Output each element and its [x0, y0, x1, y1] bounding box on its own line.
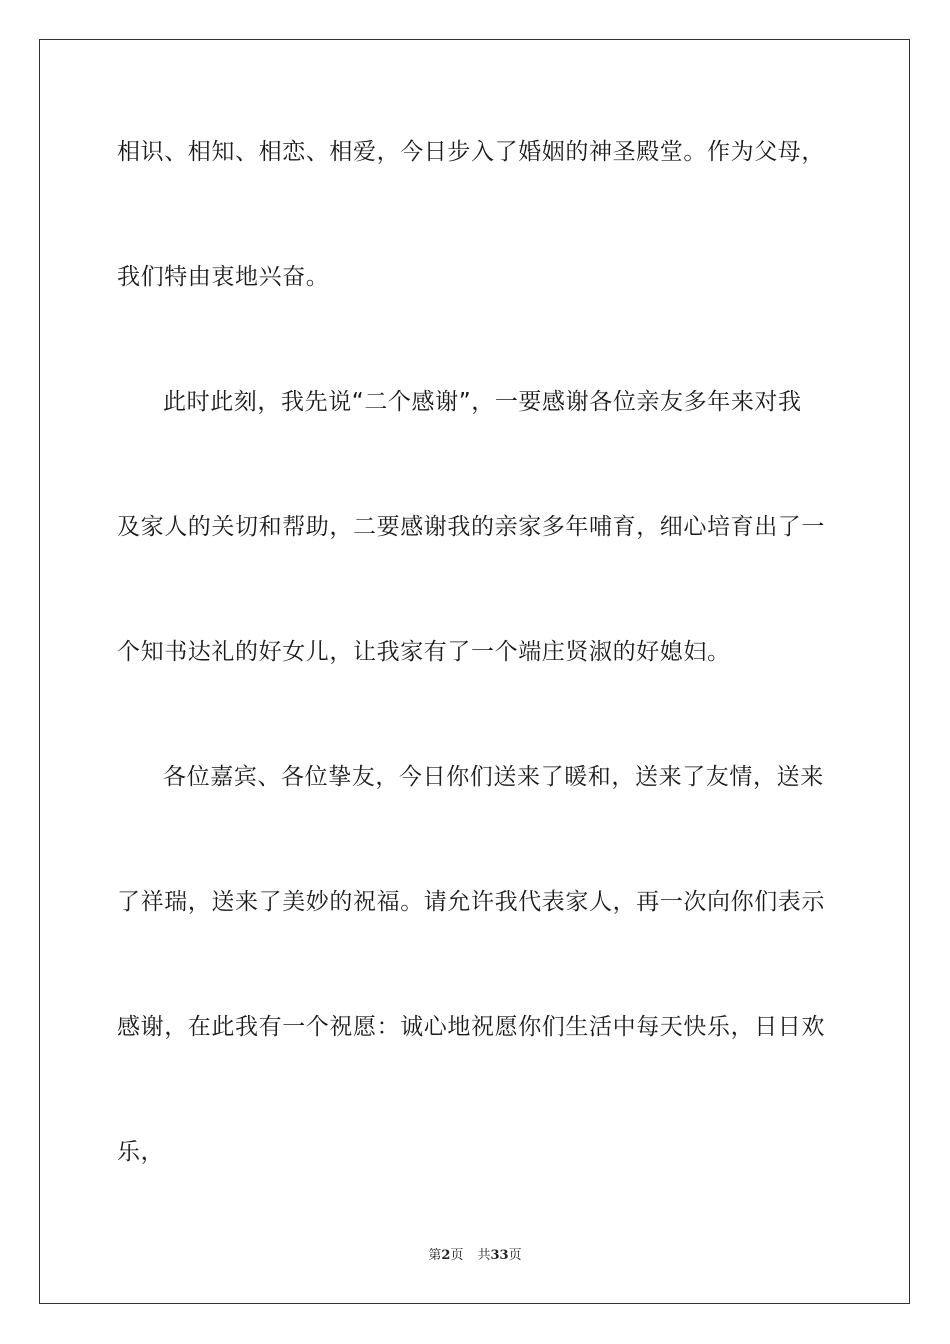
- page-footer: [0, 1247, 950, 1265]
- footer-page-prefix: 第: [428, 1248, 442, 1263]
- paragraph-line-1: 相识、相知、相恋、相爱，今日步入了婚姻的神圣殿堂。作为父母，: [117, 139, 825, 165]
- paragraph-line-2: 我们特由衷地兴奋。: [117, 264, 330, 290]
- paragraph-line-3: 此时此刻，我先说“二个感谢”，一要感谢各位亲友多年来对我: [163, 389, 802, 415]
- paragraph-line-6: 各位嘉宾、各位挚友，今日你们送来了暖和，送来了友情，送来: [163, 764, 824, 790]
- paragraph-line-7: 了祥瑞，送来了美妙的祝福。请允许我代表家人，再一次向你们表示: [117, 889, 825, 915]
- footer-total-pages: 33: [490, 1248, 509, 1263]
- footer-total-suffix: 页: [508, 1248, 522, 1263]
- footer-page-number: 2: [441, 1248, 451, 1263]
- paragraph-line-8: 感谢，在此我有一个祝愿：诚心地祝愿你们生活中每天快乐，日日欢: [117, 1014, 825, 1040]
- footer-total-prefix: 共: [477, 1248, 491, 1263]
- paragraph-line-5: 个知书达礼的好女儿，让我家有了一个端庄贤淑的好媳妇。: [117, 639, 731, 665]
- page-border: [39, 39, 910, 1304]
- paragraph-line-4: 及家人的关切和帮助，二要感谢我的亲家多年哺育，细心培育出了一: [117, 514, 825, 540]
- footer-page-suffix: 页: [450, 1248, 464, 1263]
- paragraph-line-9: 乐，: [117, 1139, 165, 1165]
